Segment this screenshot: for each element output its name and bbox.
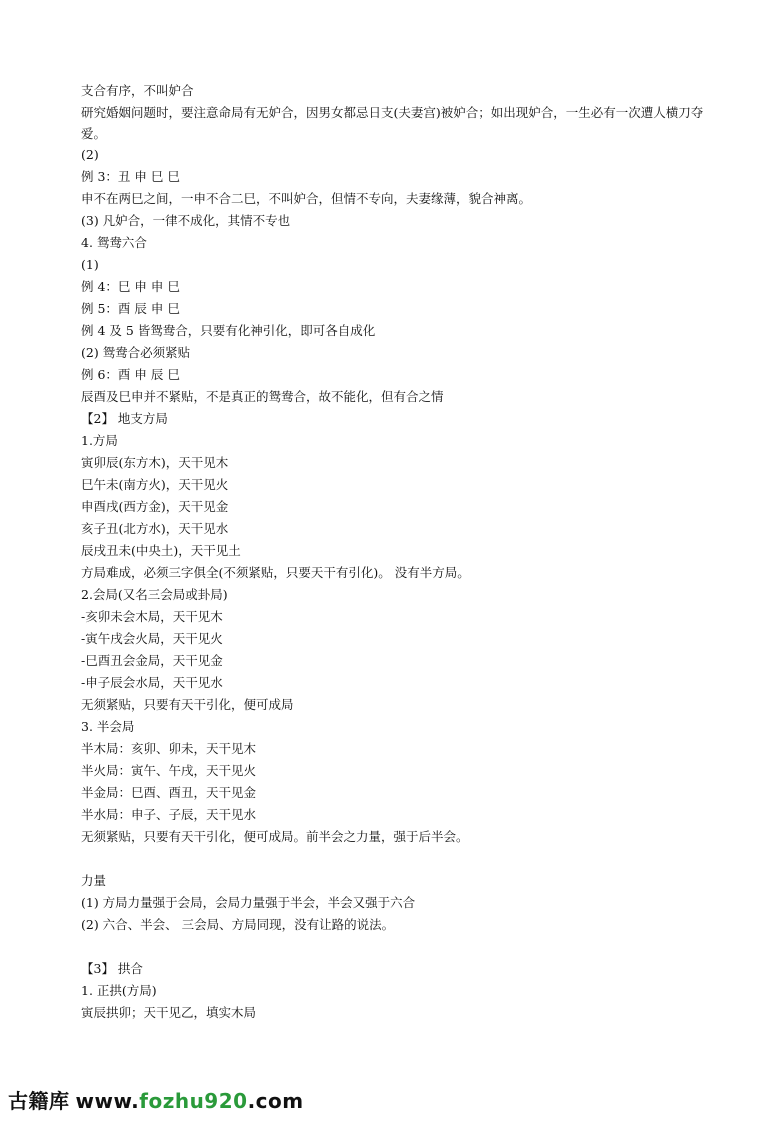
text-line: -亥卯未会木局，天干见木 xyxy=(81,609,223,624)
example-line: 例 5：酉 辰 申 巳 xyxy=(81,301,180,316)
document-body xyxy=(81,80,721,1024)
list-item: (2) 六合、半会、 三会局、方局同现，没有让路的说法。 xyxy=(81,917,395,932)
text-line: 例 4 及 5 皆鸳鸯合，只要有化神引化，即可各自成化 xyxy=(81,323,376,338)
list-marker: (2) xyxy=(81,147,99,162)
text-line: -申子辰会水局，天干见水 xyxy=(81,675,223,690)
text-line: 申不在两巳之间，一申不合二巳，不叫妒合，但情不专向，夫妻缘薄，貌合神离。 xyxy=(81,191,532,206)
blank-line xyxy=(81,936,721,958)
subsection-heading: 3. 半会局 xyxy=(81,719,135,734)
section-heading: 【2】 地支方局 xyxy=(81,411,168,426)
text-line: 寅辰拱卯；天干见乙，填实木局 xyxy=(81,1005,257,1020)
site-watermark xyxy=(8,1085,304,1114)
text-line: 无须紧贴，只要有天干引化，便可成局。前半会之力量，强于后半会。 xyxy=(81,829,469,844)
text-line: 亥子丑(北方水)，天干见水 xyxy=(81,521,229,536)
section-heading: 4. 鸳鸯六合 xyxy=(81,235,147,250)
text-line: 辰戌丑未(中央土)，天干见土 xyxy=(81,543,241,558)
list-item: (3) 凡妒合，一律不成化，其情不专也 xyxy=(81,213,291,228)
text-line: -寅午戌会火局，天干见火 xyxy=(81,631,223,646)
text-line: 半水局：申子、子辰，天干见水 xyxy=(81,807,257,822)
text-line: 半金局：巳酉、酉丑，天干见金 xyxy=(81,785,257,800)
watermark-brand: 古籍库 xyxy=(8,1089,70,1113)
text-line: 寅卯辰(东方木)，天干见木 xyxy=(81,455,229,470)
example-line: 例 4：巳 申 申 巳 xyxy=(81,279,180,294)
watermark-url-suffix: .com xyxy=(247,1089,304,1113)
list-marker: (1) xyxy=(81,257,99,272)
text-line: 巳午未(南方火)，天干见火 xyxy=(81,477,229,492)
text-line: 辰酉及巳申并不紧贴，不是真正的鸳鸯合，故不能化，但有合之情 xyxy=(81,389,444,404)
subsection-heading: 2.会局(又名三会局或卦局) xyxy=(81,587,228,602)
text-line: 申酉戌(西方金)，天干见金 xyxy=(81,499,229,514)
text-line: 无须紧贴，只要有天干引化，便可成局 xyxy=(81,697,294,712)
text-line: 方局难成，必须三字俱全(不须紧贴，只要天干有引化)。 没有半方局。 xyxy=(81,565,470,580)
section-heading: 【3】 拱合 xyxy=(81,961,143,976)
blank-line xyxy=(81,848,721,870)
text-line: 半木局：亥卯、卯未，天干见木 xyxy=(81,741,257,756)
subsection-heading: 力量 xyxy=(81,873,107,888)
text-line: 半火局：寅午、午戌，天干见火 xyxy=(81,763,257,778)
text-paragraph: 研究婚姻问题时，要注意命局有无妒合，因男女都忌日支(夫妻宫)被妒合；如出现妒合，一生必有一次遭人横刀夺爱。 xyxy=(81,105,704,141)
example-line: 例 6：酉 申 辰 巳 xyxy=(81,367,180,382)
subsection-heading: 1.方局 xyxy=(81,433,118,448)
example-line: 例 3：丑 申 巳 巳 xyxy=(81,169,180,184)
list-item: (1) 方局力量强于会局，会局力量强于半会，半会又强于六合 xyxy=(81,895,416,910)
text-line: -巳酉丑会金局，天干见金 xyxy=(81,653,223,668)
watermark-url-prefix: www. xyxy=(75,1089,140,1113)
subsection-heading: 1. 正拱(方局) xyxy=(81,983,157,998)
list-item: (2) 鸳鸯合必须紧贴 xyxy=(81,345,191,360)
text-line: 支合有序，不叫妒合 xyxy=(81,83,194,98)
watermark-url-domain: fozhu920 xyxy=(139,1089,248,1113)
